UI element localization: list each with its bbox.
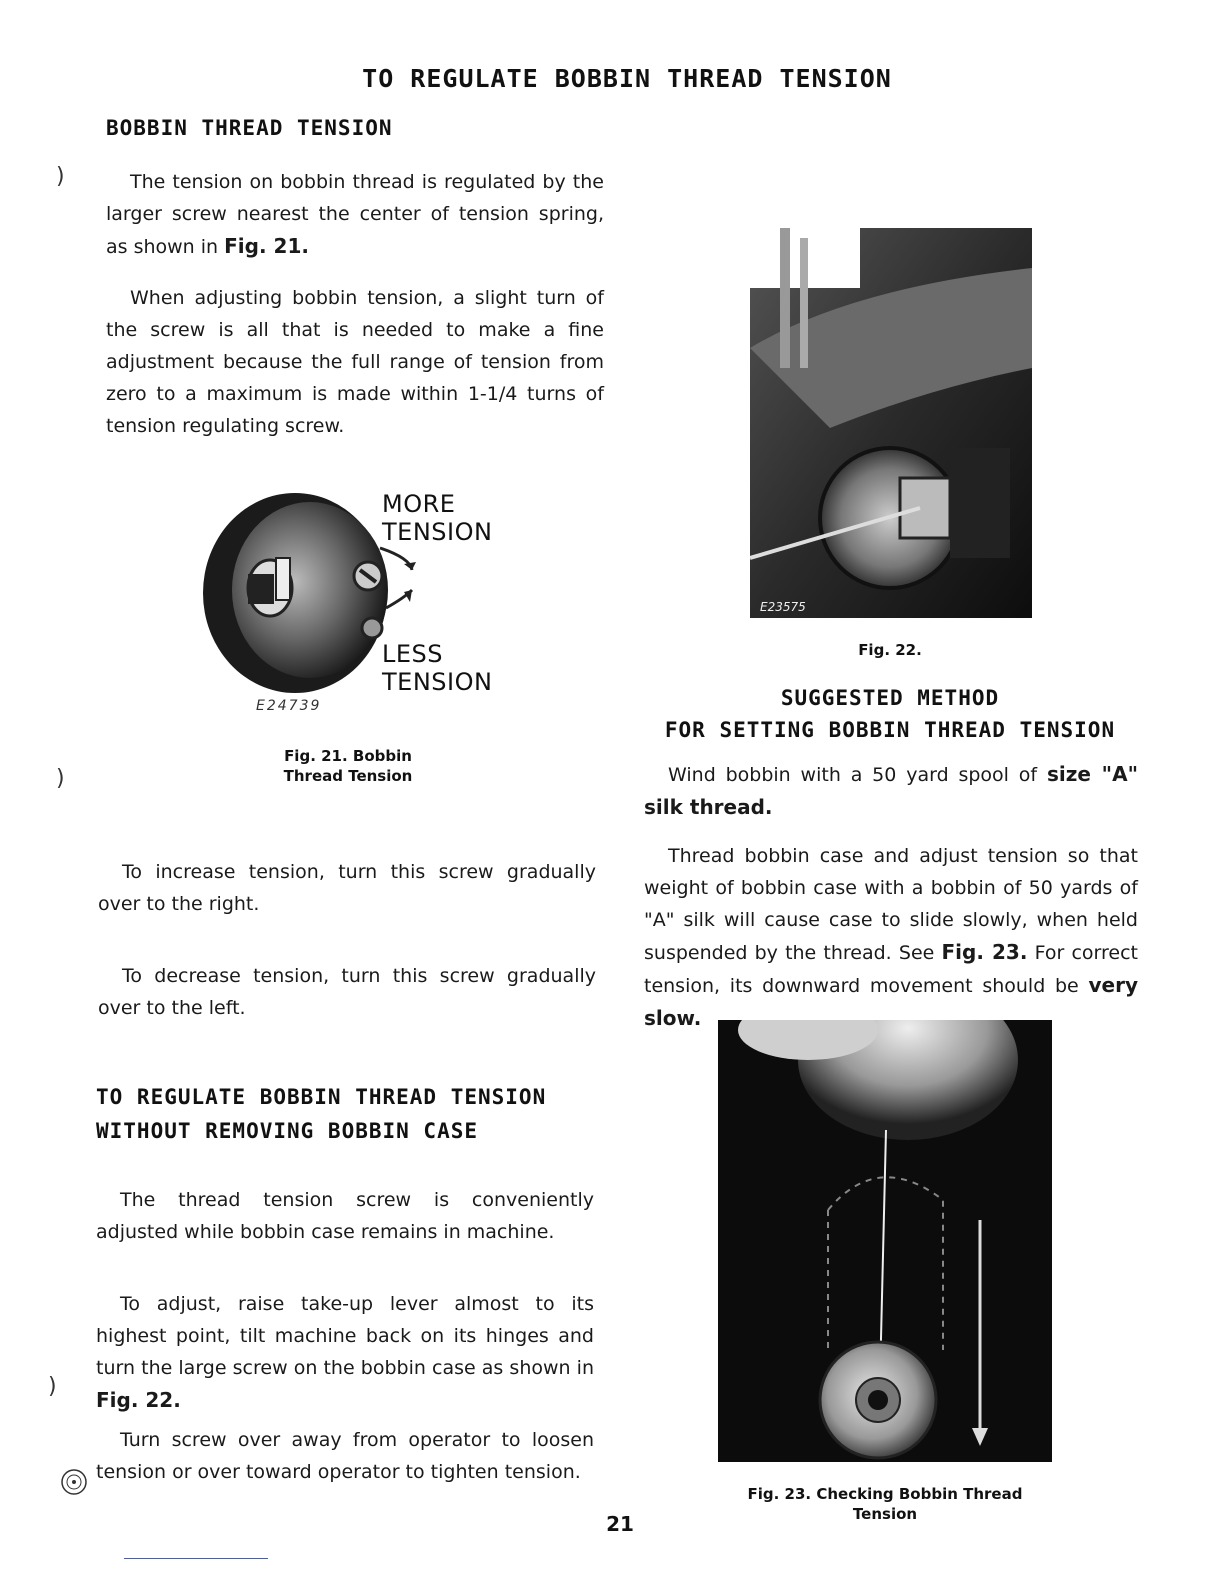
very-slow-emphasis: very slow. <box>644 973 1138 1030</box>
footnote-rule <box>124 1558 268 1559</box>
paragraph-wind-bobbin: Wind bobbin with a 50 yard spool of size "A" silk thread. <box>644 762 1138 819</box>
margin-mark: ) <box>48 1374 57 1399</box>
section-heading-bobbin-thread-tension: BOBBIN THREAD TENSION <box>106 116 393 140</box>
margin-mark: ) <box>56 164 65 189</box>
page-number: 21 <box>606 1512 634 1536</box>
paragraph-increase-tension: To increase tension, turn this screw gradually over to the right. <box>98 861 596 915</box>
paragraph-turn-screw: Turn screw over away from operator to loosen tension or over toward operator to tighten tension. <box>96 1429 594 1483</box>
fig23-photo <box>718 1020 1052 1462</box>
paragraph-tension-intro: The tension on bobbin thread is regulated by the larger screw nearest the center of tension spring, as shown in Fig. 21. <box>106 171 604 258</box>
page-title: TO REGULATE BOBBIN THREAD TENSION <box>362 64 892 93</box>
paragraph-to-adjust: To adjust, raise take-up lever almost to its highest point, tilt machine back on its hinges and turn the large screw on the bobbin case as shown in Fig. 22. <box>96 1293 594 1412</box>
paragraph-adjusting: When adjusting bobbin tension, a slight turn of the screw is all that is needed to make a fine adjustment because the full range of tension from zero to a maximum is made within 1-1/4 turns of tension regulating screw. <box>106 287 604 437</box>
paragraph-conveniently-adjusted: The thread tension screw is conveniently adjusted while bobbin case remains in machine. <box>96 1189 594 1243</box>
paragraph-thread-bobbin-case: Thread bobbin case and adjust tension so that weight of bobbin case with a bobbin of 50 yards of "A" silk will cause case to slide slowly, when held suspended by the thread. See Fig. 23. For correct tension, its downward movement should be very slow. <box>644 845 1138 1030</box>
fig21-caption: Fig. 21. Bobbin Thread Tension <box>283 747 413 785</box>
fig23-caption: Fig. 23. Checking Bobbin Thread Tension <box>747 1485 1023 1523</box>
seal-icon <box>60 1468 88 1496</box>
fig21-more-tension-label: MORE TENSION <box>382 490 493 546</box>
margin-mark: ) <box>56 766 65 791</box>
fig23-reference: Fig. 23. <box>941 940 1028 964</box>
fig22-photo <box>750 228 1032 618</box>
section-heading-without-removing: TO REGULATE BOBBIN THREAD TENSION WITHOUT REMOVING BOBBIN CASE <box>96 1085 547 1143</box>
fig21-less-tension-label: LESS TENSION <box>382 640 493 696</box>
fig22-caption: Fig. 22. <box>858 641 922 659</box>
fig22-code: E23575 <box>760 600 806 614</box>
fig21-reference: Fig. 21. <box>224 234 309 258</box>
paragraph-decrease-tension: To decrease tension, turn this screw gradually over to the left. <box>98 965 596 1019</box>
section-heading-suggested-method: SUGGESTED METHOD FOR SETTING BOBBIN THREAD TENSION <box>664 686 1116 742</box>
fig22-reference: Fig. 22. <box>96 1388 181 1412</box>
silk-thread-emphasis: size "A" silk thread. <box>644 762 1138 819</box>
fig21-code: E24739 <box>256 698 322 714</box>
